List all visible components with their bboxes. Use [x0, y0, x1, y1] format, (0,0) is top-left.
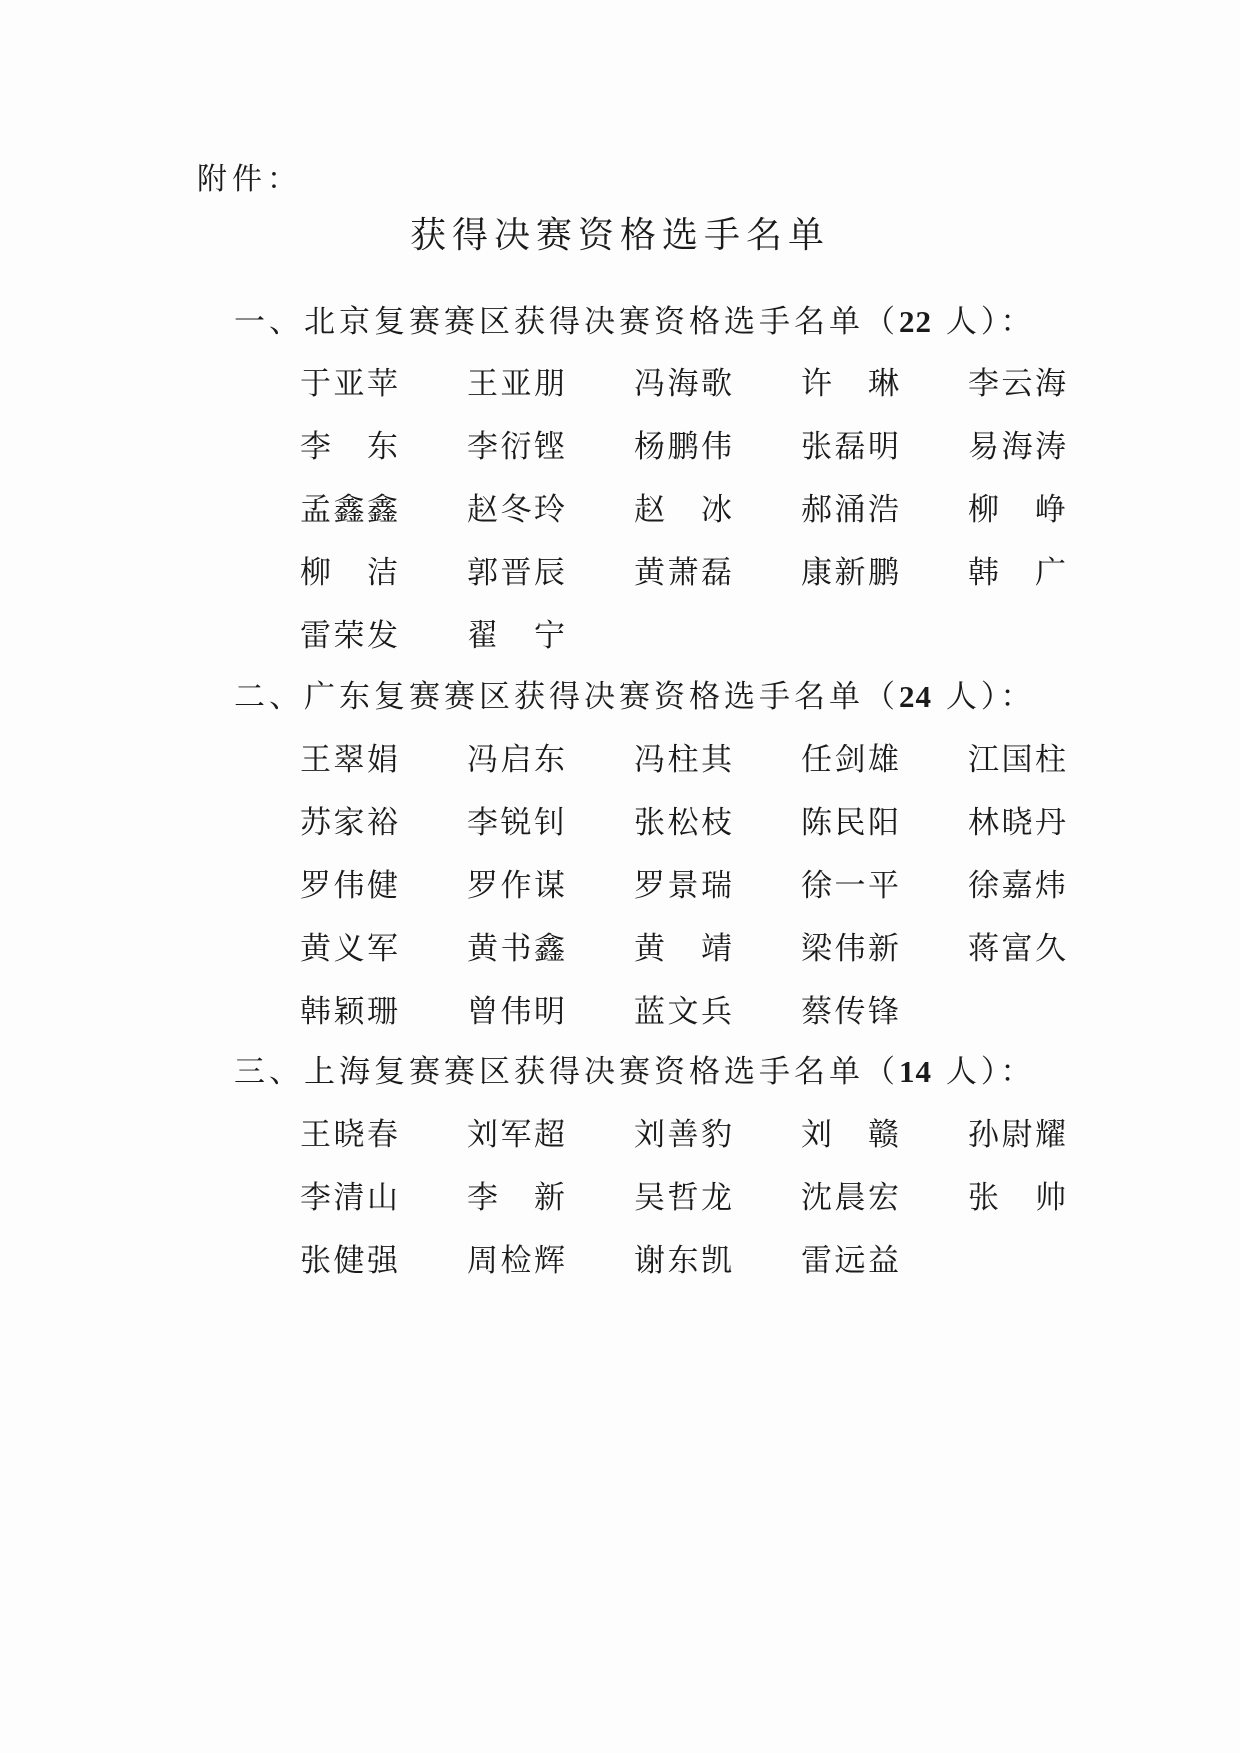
- section-heading-suffix: 人）：: [932, 304, 1036, 340]
- section-heading-shanghai: [234, 1052, 1035, 1092]
- contestant-name: 冯 海 歌: [634, 366, 732, 402]
- contestant-name: 冯 柱 其: [634, 742, 732, 778]
- contestant-name: 陈 民 阳: [801, 805, 899, 841]
- contestant-name: 曾 伟 明: [467, 994, 565, 1030]
- contestant-name: 李 新: [467, 1180, 565, 1216]
- attachment-label: 附件：: [197, 162, 302, 197]
- contestant-name: 柳 洁: [300, 555, 398, 591]
- contestant-name: 周 检 辉: [467, 1243, 565, 1279]
- contestant-name: 林 晓 丹: [968, 805, 1066, 841]
- contestant-name: 雷 荣 发: [300, 618, 398, 654]
- contestant-name: 李 锐 钊: [467, 805, 565, 841]
- contestant-name: 蓝 文 兵: [634, 994, 732, 1030]
- section-heading-suffix: 人）：: [932, 679, 1036, 715]
- contestant-name: 黄 靖: [634, 931, 732, 967]
- name-grid-beijing: [300, 364, 1140, 679]
- contestant-name: 任 剑 雄: [801, 742, 899, 778]
- name-grid-guangdong: [300, 740, 1140, 1055]
- contestant-name: 李 东: [300, 429, 398, 465]
- contestant-name: 苏 家 裕: [300, 805, 398, 841]
- contestant-name: 康 新 鹏: [801, 555, 899, 591]
- contestant-name: 于 亚 苹: [300, 366, 398, 402]
- section-heading-suffix: 人）：: [932, 1054, 1036, 1090]
- contestant-name: 黄 书 鑫: [467, 931, 565, 967]
- contestant-name: 吴 哲 龙: [634, 1180, 732, 1216]
- contestant-name: 蒋 富 久: [968, 931, 1066, 967]
- section-count: 24: [899, 679, 932, 714]
- section-heading-text: 二、广东复赛赛区获得决赛资格选手名单（: [234, 679, 899, 715]
- contestant-name: 罗 景 瑞: [634, 868, 732, 904]
- contestant-name: 黄 义 军: [300, 931, 398, 967]
- section-heading-guangdong: [234, 677, 1035, 717]
- contestant-name: 黄 萧 磊: [634, 555, 732, 591]
- contestant-name: 孟 鑫 鑫: [300, 492, 398, 528]
- contestant-name: 罗 伟 健: [300, 868, 398, 904]
- contestant-name: 赵 冬 玲: [467, 492, 565, 528]
- contestant-name: 蔡 传 锋: [801, 994, 899, 1030]
- contestant-name: 王 翠 娟: [300, 742, 398, 778]
- contestant-name: 李 衍 铿: [467, 429, 565, 465]
- contestant-name: 李 清 山: [300, 1180, 398, 1216]
- contestant-name: 张 磊 明: [801, 429, 899, 465]
- contestant-name: 许 琳: [801, 366, 899, 402]
- section-heading-text: 三、上海复赛赛区获得决赛资格选手名单（: [234, 1054, 899, 1090]
- contestant-name: 孙 尉 耀: [968, 1117, 1066, 1153]
- section-count: 14: [899, 1054, 932, 1089]
- contestant-name: 郭 晋 辰: [467, 555, 565, 591]
- contestant-name: 王 亚 朋: [467, 366, 565, 402]
- contestant-name: 刘 善 豹: [634, 1117, 732, 1153]
- contestant-name: 郝 涌 浩: [801, 492, 899, 528]
- contestant-name: 李 云 海: [968, 366, 1066, 402]
- contestant-name: 张 健 强: [300, 1243, 398, 1279]
- contestant-name: 罗 作 谋: [467, 868, 565, 904]
- contestant-name: 谢 东 凯: [634, 1243, 732, 1279]
- contestant-name: 徐 一 平: [801, 868, 899, 904]
- contestant-name: 韩 广: [968, 555, 1066, 591]
- contestant-name: 张 松 枝: [634, 805, 732, 841]
- contestant-name: 雷 远 益: [801, 1243, 899, 1279]
- document-title: 获得决赛资格选手名单: [409, 215, 830, 256]
- section-heading-text: 一、北京复赛赛区获得决赛资格选手名单（: [234, 304, 899, 340]
- contestant-name: 梁 伟 新: [801, 931, 899, 967]
- section-count: 22: [899, 304, 932, 339]
- contestant-name: 翟 宁: [467, 618, 565, 654]
- contestant-name: 刘 赣: [801, 1117, 899, 1153]
- contestant-name: 徐 嘉 炜: [968, 868, 1066, 904]
- contestant-name: 杨 鹏 伟: [634, 429, 732, 465]
- contestant-name: 江 国 柱: [968, 742, 1066, 778]
- contestant-name: 刘 军 超: [467, 1117, 565, 1153]
- contestant-name: 冯 启 东: [467, 742, 565, 778]
- contestant-name: 柳 峥: [968, 492, 1066, 528]
- contestant-name: 沈 晨 宏: [801, 1180, 899, 1216]
- contestant-name: 张 帅: [968, 1180, 1066, 1216]
- contestant-name: 赵 冰: [634, 492, 732, 528]
- name-grid-shanghai: [300, 1115, 1140, 1304]
- section-heading-beijing: [234, 302, 1035, 342]
- contestant-name: 易 海 涛: [968, 429, 1066, 465]
- contestant-name: 王 晓 春: [300, 1117, 398, 1153]
- contestant-name: 韩 颖 珊: [300, 994, 398, 1030]
